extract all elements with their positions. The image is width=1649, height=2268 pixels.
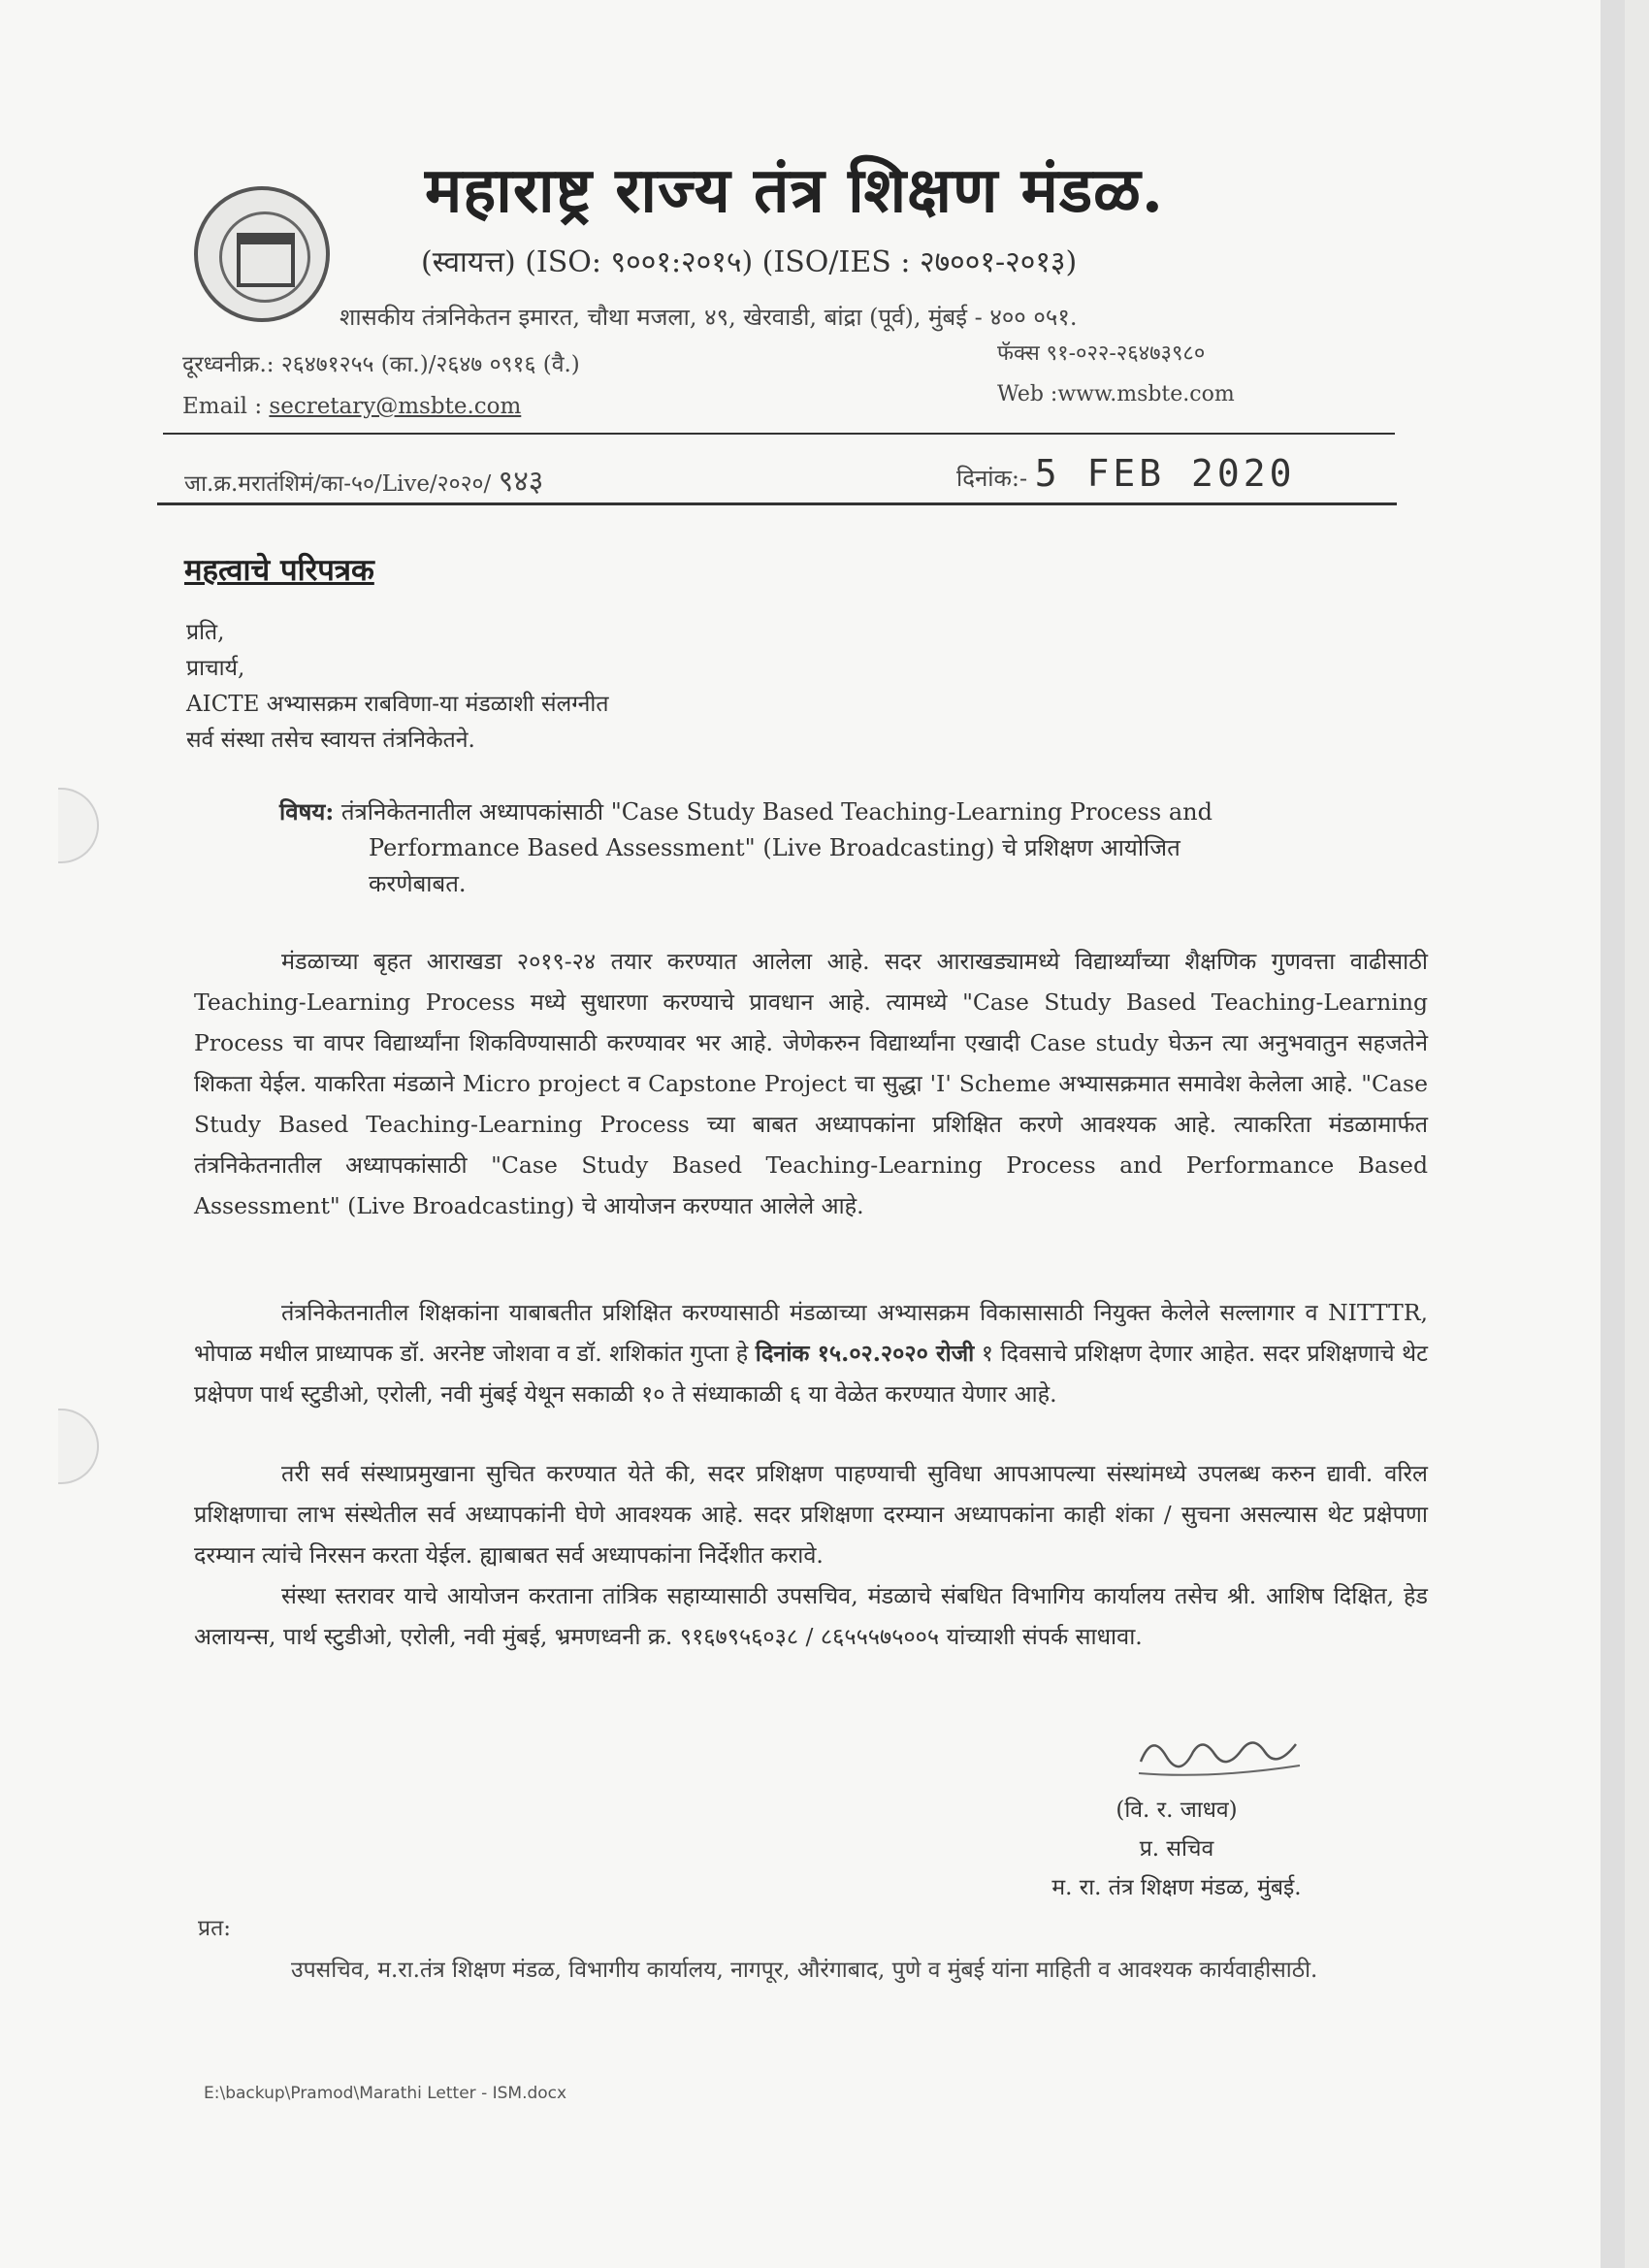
- paragraph-text: तंत्रनिकेतनातील शिक्षकांना याबाबतीत प्रशिक्षित करण्यासाठी मंडळाच्या अभ्यासक्रम विकासासाठी नियुक्त केलेले सल्लागार व NITTTR, भोपाळ मधील प्राध्यापक डॉ. अरनेष्ट जोशवा व डॉ. शशिकांत गुप्ता हे: [194, 1299, 1428, 1367]
- date-field: [956, 452, 1296, 495]
- punch-hole-mark: [58, 788, 99, 863]
- org-web: Web :www.msbte.com: [997, 382, 1235, 406]
- addressee-line: प्राचार्य,: [186, 656, 245, 681]
- board-seal-logo: [194, 186, 330, 322]
- org-fax: फॅक्स ९१-०२२-२६४७३९८०: [997, 341, 1206, 366]
- subject-line: करणेबाबत.: [369, 870, 467, 897]
- signatory-title: प्र. सचिव: [1139, 1836, 1214, 1862]
- training-date: दिनांक १५.०२.२०२० रोजी: [755, 1340, 975, 1367]
- body-paragraph: [194, 941, 1428, 1226]
- copy-to-text: [198, 1948, 1428, 1993]
- paragraph-text: मंडळाच्या बृहत आराखडा २०१९-२४ तयार करण्यात आलेला आहे. सदर आराखड्यामध्ये विद्यार्थ्यांच्या शैक्षणिक गुणवत्ता वाढीसाठी Teaching-Learning Process मध्ये सुधारणा करण्याचे प्रावधान आहे. त्यामध्ये "Case Study Based Teaching-Learning Process चा वापर विद्यार्थ्यांना शिकविण्यासाठी करण्यावर भर आहे. जेणेकरुन विद्यार्थ्यांना एखादी Case study घेऊन त्या अनुभवातुन सहजतेने शिकता येईल. याकरिता मंडळाने Micro project व Capstone Project चा सुद्धा 'I' Scheme अभ्यासक्रमात समावेश केलेला आहे. "Case Study Based Teaching-Learning Process च्या बाबत अध्यापकांना प्रशिक्षित करणे आवश्यक आहे. त्याकरिता मंडळामार्फत तंत्रनिकेतनातील अध्यापकांसाठी "Case Study Based Teaching-Learning Process and Performance Based Assessment" (Live Broadcasting) चे आयोजन करण्यात आलेले आहे.: [194, 948, 1428, 1219]
- body-paragraph: [194, 1453, 1428, 1575]
- addressee-line: प्रति,: [186, 620, 225, 645]
- addressee-block: [186, 615, 609, 759]
- date-label: दिनांक:-: [956, 465, 1028, 492]
- subject-block: [279, 794, 1426, 902]
- subject-line: Performance Based Assessment" (Live Broadcasting) चे प्रशिक्षण आयोजित: [369, 834, 1180, 861]
- signatory-block: [1036, 1791, 1317, 1907]
- org-name: महाराष्ट्र राज्य तंत्र शिक्षण मंडळ.: [425, 154, 1165, 227]
- paragraph-text: तरी सर्व संस्थाप्रमुखाना सुचित करण्यात येते की, सदर प्रशिक्षण पाहण्याची सुविधा आपआपल्या संस्थांमध्ये उपलब्ध करुन द्यावी. वरिल प्रशिक्षणाचा लाभ संस्थेतील सर्व अध्यापकांनी घेणे आवश्यक आहे. सदर प्रशिक्षणा दरम्यान अध्यापकांना काही शंका / सुचना असल्यास थेट प्रक्षेपणा दरम्यान त्यांचे निरसन करता येईल. ह्याबाबत सर्व अध्यापकांना निर्देशीत करावे.: [194, 1460, 1428, 1569]
- paragraph-text: संस्था स्तरावर याचे आयोजन करताना तांत्रिक सहाय्यासाठी उपसचिव, मंडळाचे संबधित विभागिय कार्यालय तसेच श्री. आशिष दिक्षित, हेड अलायन्स, पार्थ स्टुडीओ, एरोली, नवी मुंबई, भ्रमणध्वनी क्र. ९१६७९५६०३८ / ८६५५५७५००५ यांच्याशी संपर्क साधावा.: [194, 1582, 1428, 1650]
- handwritten-number: ९४३: [498, 465, 544, 499]
- org-address: शासकीय तंत्रनिकेतन इमारत, चौथा मजला, ४९, खेरवाडी, बांद्रा (पूर्व), मुंबई - ४०० ०५१.: [340, 304, 1078, 331]
- header-rule: [163, 433, 1395, 435]
- reference-text: जा.क्र.मरातंशिमं/का-५०/Live/२०२०/: [184, 471, 492, 497]
- copy-text: उपसचिव, म.रा.तंत्र शिक्षण मंडळ, विभागीय कार्यालय, नागपूर, औरंगाबाद, पुणे व मुंबई यांना माहिती व आवश्यक कार्यवाहीसाठी.: [291, 1958, 1318, 1983]
- org-subtitle: (स्वायत्त) (ISO: ९००१:२०१५) (ISO/IES : २७००१-२०१३): [421, 245, 1078, 279]
- reference-rule: [157, 502, 1397, 505]
- subject-line: तंत्रनिकेतनातील अध्यापकांसाठी "Case Study Based Teaching-Learning Process and: [340, 798, 1212, 826]
- addressee-line: AICTE अभ्यासक्रम राबविणा-या मंडळाशी संलग्नीत: [186, 692, 609, 717]
- scan-edge: [1600, 0, 1625, 2268]
- paragraph-text: १ दिवसाचे प्रशिक्षण देणार आहेत. सदर प्रशिक्षणाचे थेट प्रक्षेपण पार्थ स्टुडीओ, एरोली, नवी मुंबई येथून सकाळी १० ते संध्याकाळी ६ या वेळेत करण्यात येणार आहे.: [194, 1340, 1428, 1408]
- org-email: [182, 394, 521, 419]
- email-link[interactable]: secretary@msbte.com: [269, 394, 522, 419]
- email-label: Email :: [182, 394, 263, 419]
- signatory-org: म. रा. तंत्र शिक्षण मंडळ, मुंबई.: [1051, 1875, 1302, 1900]
- reference-number: [184, 460, 543, 500]
- org-phone: दूरध्वनीक्र.: २६४७१२५५ (का.)/२६४७ ०९१६ (वै.): [182, 352, 580, 377]
- date-stamp: 5 FEB 2020: [1034, 452, 1296, 495]
- circular-heading: महत्वाचे परिपत्रक: [184, 553, 374, 588]
- addressee-line: सर्व संस्था तसेच स्वायत्त तंत्रनिकेतने.: [186, 728, 475, 753]
- copy-label: प्रत:: [198, 1916, 231, 1941]
- body-paragraph: [194, 1575, 1428, 1657]
- subject-label: विषय:: [279, 797, 335, 826]
- file-path-footer: E:\backup\Pramod\Marathi Letter - ISM.docx: [204, 2084, 567, 2103]
- signatory-name: (वि. र. जाधव): [1116, 1798, 1238, 1823]
- body-paragraph: [194, 1292, 1428, 1414]
- punch-hole-mark: [58, 1409, 99, 1484]
- handwritten-signature: [1133, 1723, 1308, 1783]
